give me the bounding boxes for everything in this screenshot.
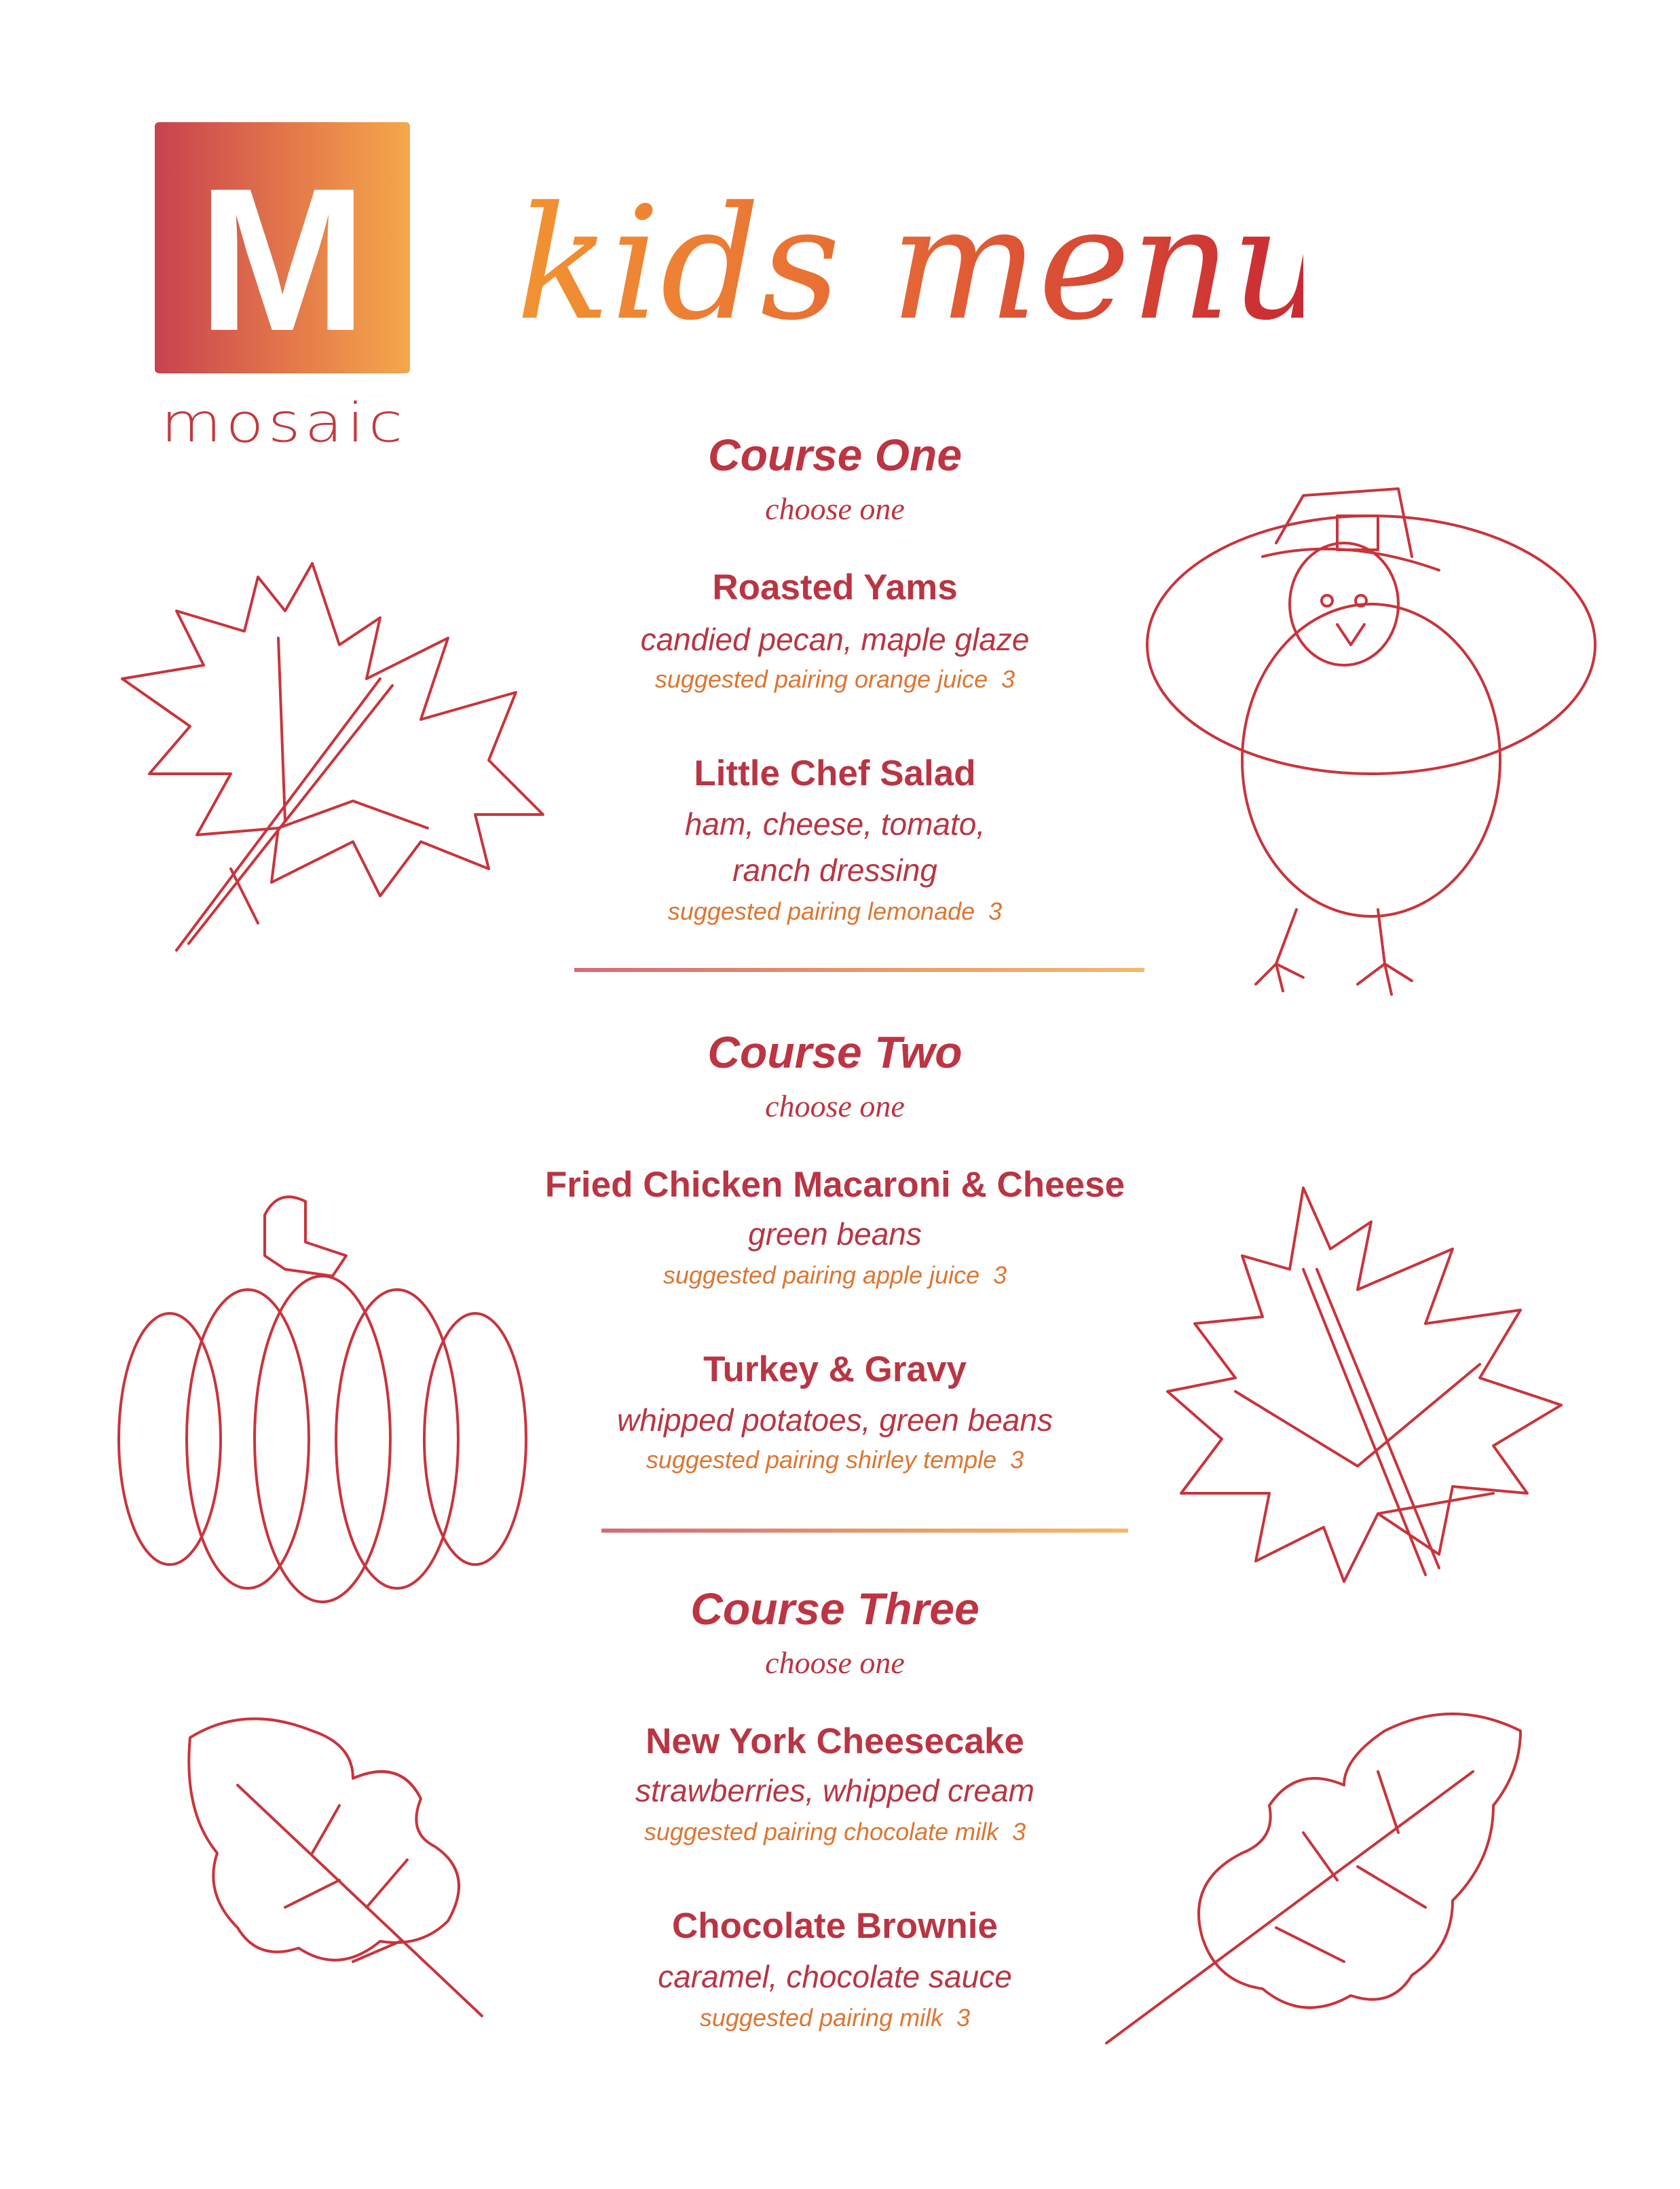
- menu-item-pairing: suggested pairing apple juice 3: [662, 1261, 1007, 1289]
- course-one-title: Course One: [707, 430, 963, 480]
- menu-item-name: Fried Chicken Macaroni & Cheese: [544, 1165, 1125, 1205]
- section-divider: [574, 968, 1144, 972]
- menu-item-pairing: suggested pairing shirley temple 3: [646, 1446, 1024, 1474]
- menu-item-name: Little Chef Salad: [694, 753, 976, 793]
- menu-item-pairing: suggested pairing lemonade 3: [667, 897, 1003, 925]
- menu-item-pairing: suggested pairing orange juice 3: [654, 665, 1015, 693]
- section-divider: [601, 1529, 1128, 1533]
- brand-logo: [155, 122, 410, 373]
- menu-item-description: green beans: [748, 1216, 922, 1252]
- menu-item-name: Chocolate Brownie: [671, 1906, 998, 1946]
- menu-item-description: caramel, chocolate sauce: [658, 1959, 1012, 1994]
- turkey-icon: [1140, 468, 1602, 1011]
- menu-item-description: strawberries, whipped cream: [635, 1773, 1034, 1808]
- logo-letter: M: [198, 145, 367, 373]
- menu-title: kids menu: [516, 163, 1303, 380]
- menu-item-description: whipped potatoes, green beans: [617, 1402, 1053, 1438]
- menu-item-name: New York Cheesecake: [646, 1721, 1024, 1761]
- oak-leaf-icon: [176, 1704, 502, 2023]
- menu-item-pairing: suggested pairing chocolate milk 3: [643, 1818, 1026, 1846]
- course-one-subtitle: choose one: [765, 491, 905, 526]
- menu-item-name: Turkey & Gravy: [703, 1349, 967, 1389]
- course-three-subtitle: choose one: [765, 1645, 905, 1680]
- menu-item-name: Roasted Yams: [712, 567, 958, 607]
- brand-name: mosaic: [160, 392, 407, 455]
- course-two-subtitle: choose one: [765, 1089, 905, 1123]
- course-three-title: Course Three: [690, 1584, 979, 1634]
- oak-leaf-icon: [1100, 1704, 1534, 2057]
- menu-item-description: ranch dressing: [732, 853, 937, 888]
- course-two-title: Course Two: [707, 1027, 963, 1077]
- maple-leaf-icon: [1154, 1174, 1602, 1609]
- maple-leaf-icon: [109, 543, 557, 977]
- menu-item-pairing: suggested pairing milk 3: [699, 2004, 971, 2032]
- menu-item-description: ham, cheese, tomato,: [684, 806, 986, 842]
- pumpkin-icon: [102, 1174, 543, 1609]
- menu-item-description: candied pecan, maple glaze: [640, 622, 1030, 657]
